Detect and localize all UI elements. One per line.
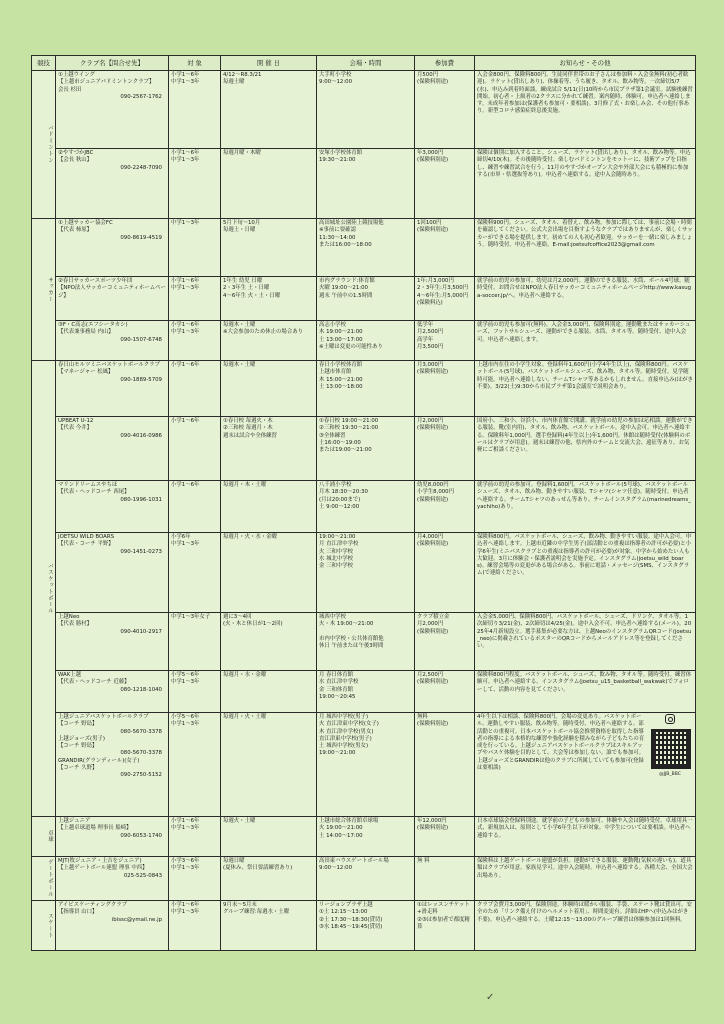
- club-phone: 090-8619-4519: [120, 234, 162, 241]
- venue-cell: 安塚小学校体育館 19:30～21:00: [317, 149, 415, 219]
- fee-cell: 年12,000円 (保険料別途): [415, 817, 475, 857]
- notes-cell: 保険は個別に加入すること。シューズ、ラケット(貸出しあり)、タオル、飲み物等。申込締切4/10(木)。その後随時受付。楽しむバドミントンをモットーに、技術アップを目指し、練習や練習試合を行う。11月のやすづかオープン大会や外部大会にも積極的に参加する(市単・県選抜等あり)。申込者へ連絡する。途中入会随時あり。: [475, 149, 696, 219]
- table-row: [32, 219, 696, 277]
- table-row: [32, 857, 696, 901]
- target-cell: 小学1～6年 中学1～3年: [169, 149, 221, 219]
- venue-cell: 大手町小学校 9:00～12:00: [317, 71, 415, 149]
- club-schedule-table: [31, 55, 696, 951]
- fee-cell: 月4,000円 (保険料別途): [415, 533, 475, 613]
- fee-cell: クラブ積立金 月2,000円 (保険料別途): [415, 613, 475, 671]
- club-cell: [56, 277, 169, 321]
- club-name: アイビスケーティングクラブ 【指導員 山口】: [58, 902, 128, 916]
- dates-cell: 毎週木・土曜 ※大会参加のため休止の場合あり: [221, 321, 317, 361]
- dates-cell: 毎週火・土曜: [221, 817, 317, 857]
- club-phone: 090-4010-2917: [120, 628, 162, 635]
- header-dates: 開 催 日: [221, 56, 317, 71]
- club-cell: [56, 857, 169, 901]
- club-cell: [56, 533, 169, 613]
- sport-badminton: バドミントン: [32, 71, 56, 219]
- venue-cell: 高田城址公園陸上競技場他 ※事前に要確認 11:30～14:00 または16:00～18:00: [317, 219, 415, 277]
- target-cell: 小学1～6年 中学1～3年: [169, 817, 221, 857]
- club-cell: [56, 817, 169, 857]
- qr-code-icon: [651, 729, 691, 769]
- notes-cell: 国府小、三和小、谷浜小、市内体育館で開講。就学前の幼児の参加は応相談。運動ができる服装、靴(室内用)、タオル、飲み物、バスケットボール。途中入会可。申込者へ連絡する。保険料年1,000円。選手登録料(4年生以上)年1,600円。休館は随時受付(体験料のボールはクラブが用意)。週末は練習の他、県内外のチームと交流大会、遠征等あり。お気軽にご相談ください。: [475, 417, 696, 481]
- fee-cell: 年3,000円 (保険料別途): [415, 149, 475, 219]
- sport-soccer: サッカー: [32, 219, 56, 361]
- fee-cell: 月3,000円 (保険料別途): [415, 361, 475, 417]
- qr-block: [647, 714, 693, 778]
- club-phone: 090-2248-7090: [120, 164, 162, 171]
- table-row: [32, 417, 696, 481]
- fee-cell: 月2,500円 (保険料別途): [415, 671, 475, 713]
- venue-cell: 市内グラウンド:体育館 火曜 19:00～21:00 週末 午前中の1.5時間: [317, 277, 415, 321]
- club-name: ①上越ウイング 【上越市ジュニアバドミントンクラブ】 会長 杉田: [58, 72, 155, 93]
- dates-cell: 毎週月曜・木曜: [221, 149, 317, 219]
- club-cell: [56, 901, 169, 951]
- fee-cell: 1回100円 (保険料別途): [415, 219, 475, 277]
- club-phone: 080-5670-3378: [120, 750, 162, 757]
- club-name: 上越ジョーズ(男子) 【コーチ 野島】: [58, 735, 105, 750]
- target-cell: 小学1～6年 中学1～3年: [169, 321, 221, 361]
- notes-cell: 保険料800円程度。バスケットボール、シューズ、飲み物、タオル等。随時受付。練習体験可。申込者へ連絡する。インスタグラム(joetsu_u15_basketball_wakwak)でフォローして、活動の内容を見てください。: [475, 671, 696, 713]
- club-cell: [56, 671, 169, 713]
- venue-cell: 高志小学校 木 19:00～21:00 土 13:00～17:00 ※土曜は変更の可能性あり: [317, 321, 415, 361]
- dates-cell: ①春日校 毎週火・木 ②三和校 毎週月・木 週末は試合や全体練習: [221, 417, 317, 481]
- fee-cell: 無料 (保険料別途): [415, 713, 475, 817]
- dates-cell: 9月末～5月末 グループ練習:毎週水・土曜: [221, 901, 317, 951]
- header-fee: 参加費: [415, 56, 475, 71]
- fee-cell: 無 料: [415, 857, 475, 901]
- club-phone: 090-1889-5709: [120, 376, 162, 383]
- sport-table-tennis: 卓球: [32, 817, 56, 857]
- notes-cell: クラブ会費月3,000円。保険別途。体験時は暖かい服装、手袋、スケート靴は貸出可。安全のため「リンク備え付けのヘルメット着用」、時間変更有。詳細はHPへ(申込みはがき不要)。申込者へ連絡する。土曜12:15～13:00のグループ練習は体験参加は1回無料。: [475, 901, 696, 951]
- club-name: 春日山モルツミニバスケットボールクラブ 【マネージャー 松風】: [58, 362, 160, 376]
- header-row: [32, 56, 696, 71]
- notes-text: 4年生以下は相談、保険料800円。会場の変更あり。バスケットボール、運動しやすい服装、飲み物等。随時受付。申込者へ連絡する。部活動との重複可。日本バスケットボール協会推奨資格を取得した指導者の指導による本格的な練習や強化経験を積みながら子どもたちの育成を行っている。上越ジュニアバスケットボールクラブはスキルアップやバスケ体験を目的として、大会等は参加しない。誰でも参加可。上越ジョーズとGRANDIRは他のクラブに所属していても参加可(登録は要相談): [477, 714, 645, 772]
- club-name: ①上越サッカー協会FC 【代表 柿原】: [58, 220, 113, 234]
- club-name: 上越ジュニアバスケットボールクラブ 【コーチ 野島】: [58, 714, 149, 728]
- venue-cell: 上越市総合体育館卓球場 火 19:00～21:00 土 14:00～17:00: [317, 817, 415, 857]
- club-email: ibissc@ymail.ne.jp: [111, 916, 162, 923]
- club-cell: [56, 219, 169, 277]
- table-row: [32, 481, 696, 533]
- table-row: [32, 71, 696, 149]
- target-cell: 小学1～6年 中学1～3年: [169, 901, 221, 951]
- notes-cell: 保険料800円。バスケットボール、シューズ、飲み物、動きやすい服装。途中入会可。申込者へ連絡します。上越市近隣の中学生男子(部活動との重複は指導者の許可が必要)と小学6年生(ミニバスクラブとの重複は指導者の許可が必要)が対象。中学から始めたい人も大歓迎。3月に体験会・保護者説明会を実施予定。インスタグラム(joetsu_wild_boars)。練習会場等の変更がある場合がある。事前に電話・メッセージ(SMS、インスタグラム)で連絡ください。: [475, 533, 696, 613]
- dates-cell: 毎週月・火・水・金曜: [221, 533, 317, 613]
- dates-cell: 週に3～4回 (火・木と休日が1～2回): [221, 613, 317, 671]
- venue-cell: ①春日校 19:00～21:00 ②三和校 19:30～21:00 ③全体練習 土16:00～19:00 または19:00～21:00: [317, 417, 415, 481]
- notes-cell: 保険料は上越ゲートボール連盟が負担。運動ができる服装、運動靴(気候の違いも)。道具類はクラブが用意。家族見学可。途中入会随時。申込者へ連絡する。各種大会、全国大会出場あり。: [475, 857, 696, 901]
- table-row: [32, 533, 696, 613]
- club-cell: [56, 481, 169, 533]
- fee-cell: 幼児8,000円 小学生8,000円 (保険料別途): [415, 481, 475, 533]
- dates-cell: 1年生 幼児 日曜 2・3年生 土・日曜 4～6年生 火・土・日曜: [221, 277, 317, 321]
- notes-cell: 入会金800円、保険料800円。生徒同伴世帯のお子さんは参加料・入会金無料(初心者歓迎)。ラケット(貸出しあり)、体操着等、うち履き、タオル、飲み物等。一次締切5/7(水)、申込み到着時面談。練成試合 5/11(日)10時から市民プラザ第1会議室。試験後練習開始。初心者・上級者の2クラスに分かれて練習。案内随時、体験可。申込者へ連絡します。未成年者参加は(保護者も参加可・要相談)。3月修了式・お楽しみ会、その他行事あり。新型コロナ感染症終息後実施。: [475, 71, 696, 149]
- sport-basketball: バスケットボール: [32, 361, 56, 817]
- header-target: 対 象: [169, 56, 221, 71]
- target-cell: 小学1～6年: [169, 481, 221, 533]
- club-cell: [56, 613, 169, 671]
- target-cell: 小学5～6年 中学1～3年: [169, 713, 221, 817]
- table-row: [32, 149, 696, 219]
- club-name: マリンドリームスやちほ 【代表・ヘッドコーチ 西尾】: [58, 482, 130, 496]
- sport-skating: スケート: [32, 901, 56, 951]
- target-cell: 中学1～3年: [169, 219, 221, 277]
- club-cell: [56, 71, 169, 149]
- club-name: GRANDIR(グランディール)(女子) 【コーチ 久野】: [58, 757, 140, 772]
- fee-cell: ①はレッスンチケット+滑走料 ②③は参加者で都度精算: [415, 901, 475, 951]
- club-name: UPBEAT U-12 【代表 今井】: [58, 418, 94, 432]
- dates-cell: 5月下旬～10月 毎週土・日曜: [221, 219, 317, 277]
- fee-cell: 月500円 (保険料別途): [415, 71, 475, 149]
- table-row: [32, 671, 696, 713]
- header-notes: お知らせ・その他: [475, 56, 696, 71]
- target-cell: 小学6年 中学1～3年: [169, 533, 221, 613]
- club-cell: [56, 149, 169, 219]
- instagram-icon: [665, 714, 675, 724]
- club-name: WAK上越 【代表・ヘッドコーチ 近藤】: [58, 672, 130, 686]
- target-cell: 中学1～3年女子: [169, 613, 221, 671]
- target-cell: 小学1～6年: [169, 417, 221, 481]
- fee-cell: 低学年 月2,500円 高学年 月3,500円: [415, 321, 475, 361]
- target-cell: 小学1～6年 中学1～3年: [169, 277, 221, 321]
- club-name: ③F・C高志(エフシータカシ) 【代表兼事務局 内山】: [58, 322, 128, 336]
- club-phone: 090-1507-6748: [120, 336, 162, 343]
- notes-cell: 就学前の幼児も参加可(無料)。入会金3,000円、保険料別途。運動靴またはサッカーシューズ、フットサルシューズ、運動ができる服装、水筒、タオル等。随時受付、途中入会可。申込者へ連絡します。: [475, 321, 696, 361]
- venue-cell: 城西中学校 火・木 19:00～21:00 市内中学校・公共体育館他 休日 午前または午後3時間: [317, 613, 415, 671]
- club-phone: 080-5670-3378: [120, 728, 162, 735]
- dates-cell: 毎週月・木・土曜: [221, 481, 317, 533]
- target-cell: 小学1～6年 中学1～3年: [169, 71, 221, 149]
- fee-cell: 1年:月3,000円 2・3年生:月3,500円 4～6年生:月5,000円 (保険料込): [415, 277, 475, 321]
- club-name: JOETSU WILD BOARS 【代表・コーチ 平野】: [58, 534, 115, 548]
- target-cell: 小学1～6年: [169, 361, 221, 417]
- header-club: クラブ名【問合せ先】: [56, 56, 169, 71]
- qr-caption: @JJB_BBC: [659, 772, 681, 778]
- notes-cell: 保険料900円。シューズ、タオル、着替え、飲み物。参加に際しては、事前に会場・時間を確認してください。公式大会出場を目指すようなクラブではありませんが、楽しくサッカーができる場を提供します。初めての人も初心者歓迎。サッカーを一緒に楽しみましょう。随時受付。申込者へ連絡。E-mail:joetsufcoffice2023@gmail.com: [475, 219, 696, 277]
- check-mark-icon: ✓: [486, 992, 495, 1003]
- dates-cell: 毎週日曜 (夏休み、祭日要請練習あり): [221, 857, 317, 901]
- table-row: [32, 361, 696, 417]
- table-row: [32, 713, 696, 817]
- club-phone: 025-525-0843: [123, 872, 162, 879]
- fee-cell: 月2,000円 (保険料別途): [415, 417, 475, 481]
- sport-gateball: ゲートボール: [32, 857, 56, 901]
- club-phone: 090-4016-0986: [120, 432, 162, 439]
- venue-cell: リージョンプラザ上越 ①土 12:15～13:00 ②土 17:30～18:30(貸切) ③水 18:45～19:45(貸切): [317, 901, 415, 951]
- notes-cell: 就学前の幼児の参加可。幼児は月2,000円。運動のできる服装、水筒、ボール4号球。随時受付。お問合せはNPO法人春日サッカーコミュニティホームページhttp://www.kasuga-soccer.jp/へ。申込者へ連絡する。: [475, 277, 696, 321]
- club-name: MJT(牧ジュニア・上吉をジュニア) 【上越ゲートボール連盟 理事 中西】: [58, 858, 148, 872]
- table-row: [32, 901, 696, 951]
- dates-cell: 毎週月・火・土曜: [221, 713, 317, 817]
- venue-cell: 月 城西中学校(男子) 火 直江津東中学校(女子) 木 直江津中学校(男女) 直江津東中学校(男子) 土 城西中学校(男女) 19:00～21:00: [317, 713, 415, 817]
- club-name: 上越Neo 【代表 勝村】: [58, 614, 93, 628]
- club-phone: 080-1996-1031: [120, 496, 162, 503]
- target-cell: 小学3～6年 中学1～3年: [169, 857, 221, 901]
- club-name: ②春日サッカースポーツ少年団 【NPO法人サッカーコミュニティホームページ】: [58, 278, 166, 299]
- notes-cell: [475, 713, 696, 817]
- dates-cell: 毎週月・水・金曜: [221, 671, 317, 713]
- club-phone: 080-1218-1040: [120, 686, 162, 693]
- notes-cell: 入会金5,000円、保険料800円。バスケットボール、シューズ、ドリンク、タオル等。1次締切り3/21(金)、2次締切は4/25(金)。途中入会不可。申込者へ連絡する(メール)。2025年4月新規設立。選手募集が必要な方は、上越NeoのインスタグラムQRコード(joetsu_neo)に掲載されているポスターのQRコードからメールアドレス等を登録してください。: [475, 613, 696, 671]
- club-phone: 090-1451-0273: [120, 548, 162, 555]
- club-cell: [56, 417, 169, 481]
- club-name: 上越ジュニア 【上越卓球道場 理事長 船崎】: [58, 818, 132, 832]
- header-sport: 競技: [32, 56, 56, 71]
- header-venue: 会場・時間: [317, 56, 415, 71]
- table-row: [32, 321, 696, 361]
- club-name: ②やすづかJBC 【会長 秋山】: [58, 150, 94, 164]
- club-cell: [56, 713, 169, 817]
- venue-cell: 八千浦小学校 月木 18:30～20:30 (月は20:00まで) 土 9:00～12:00: [317, 481, 415, 533]
- dates-cell: 4/12～R8.3/21 毎週土曜: [221, 71, 317, 149]
- club-cell: [56, 321, 169, 361]
- table-row: [32, 277, 696, 321]
- table-row: [32, 613, 696, 671]
- dates-cell: 毎週木・土曜: [221, 361, 317, 417]
- club-phone: 090-2750-5152: [120, 772, 162, 779]
- club-phone: 090-2567-1762: [120, 93, 162, 100]
- club-cell: [56, 361, 169, 417]
- venue-cell: 19:00～21:00 月 直江津中学校 火 三和中学校 水 城北中学校 金 三和中学校: [317, 533, 415, 613]
- notes-cell: 就学前の幼児の参加可。登録料1,600円。バスケットボール(5号球)、バスケットボールシューズ、タオル、飲み物、動きやすい服装、Tシャツ(シャツ任意)。随時受付。申込者へ連絡する。チームTシャツのあっせん等あり。チームインスタグラム(marinedreams_yachiho)あり。: [475, 481, 696, 533]
- venue-cell: 月 春日体育館 水 直江津中学校 金 三和体育館 19:00～20:45: [317, 671, 415, 713]
- notes-cell: 日本卓球協会登録料別途。就学前の子どもの参加可。体験や入会は随時受付。卓球用具一式、新規加入は、原則として小学6年生以下が対象。中学生については要相談。申込者へ連絡する。: [475, 817, 696, 857]
- table-row: [32, 817, 696, 857]
- club-phone: 090-6053-1740: [120, 832, 162, 839]
- notes-cell: 上越市内在住の小学生対象。登録料年1,600円(小学4年生以上)、保険料800円。バスケットボール(5号球)、バスケットボールシューズ、飲み物、タオル等。随時受付。見学随時可能。申込者へ連絡しない。チームTシャツ等あるかもしれません。直接申込み(はがき不要)。3/22(土)9:30から市民プラザ第1会議室で説明会あり。: [475, 361, 696, 417]
- venue-cell: 春日小学校体育館 上越市体育館 木 15:00～21:00 土 13:00～18:00: [317, 361, 415, 417]
- venue-cell: 高田東ハウスゲートボール場 9:00～12:00: [317, 857, 415, 901]
- target-cell: 小学5～6年 中学1～3年: [169, 671, 221, 713]
